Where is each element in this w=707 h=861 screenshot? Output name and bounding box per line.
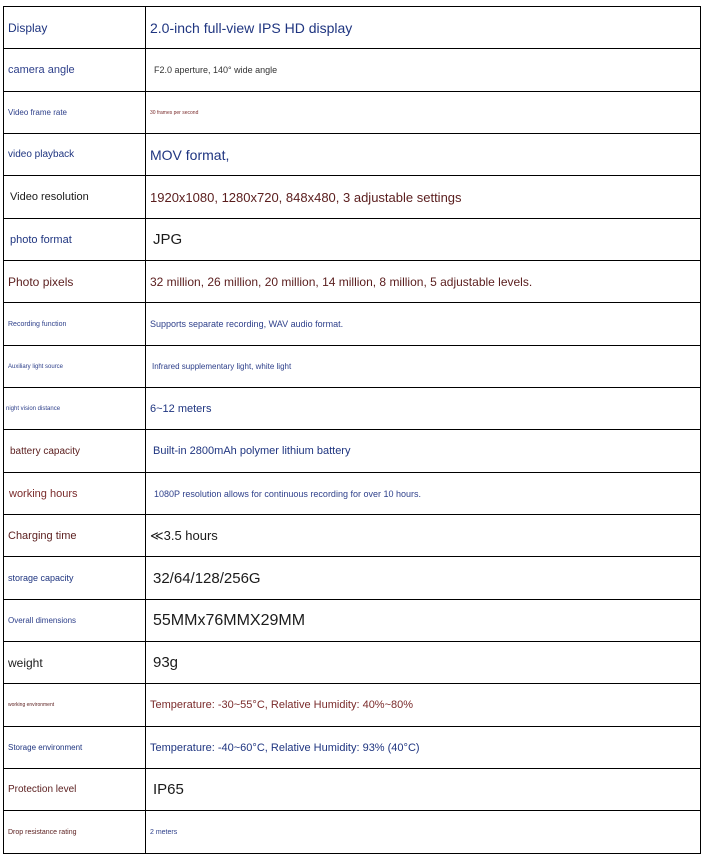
spec-value: 32/64/128/256G	[146, 557, 701, 600]
spec-value: F2.0 aperture, 140° wide angle	[146, 49, 701, 92]
spec-value: 6~12 meters	[146, 388, 701, 430]
spec-value: 1920x1080, 1280x720, 848x480, 3 adjustable settings	[146, 176, 701, 219]
spec-label: storage capacity	[4, 557, 146, 600]
spec-value: Supports separate recording, WAV audio format.	[146, 303, 701, 346]
spec-label: Display	[4, 7, 146, 49]
spec-label: night vision distance	[4, 388, 146, 430]
spec-label: Video frame rate	[4, 92, 146, 134]
table-row	[4, 303, 701, 346]
spec-value: 1080P resolution allows for continuous recording for over 10 hours.	[146, 473, 701, 515]
table-row	[4, 430, 701, 473]
spec-label: Protection level	[4, 769, 146, 811]
spec-value: 2.0-inch full-view IPS HD display	[146, 7, 701, 49]
spec-label: Overall dimensions	[4, 600, 146, 642]
spec-value: Temperature: -30~55°C, Relative Humidity: 40%~80%	[146, 684, 701, 727]
spec-value: 55MMx76MMX29MM	[146, 600, 701, 642]
spec-label: battery capacity	[4, 430, 146, 473]
spec-value: IP65	[146, 769, 701, 811]
table-row	[4, 727, 701, 769]
spec-table	[3, 6, 701, 854]
spec-label: Auxiliary light source	[4, 346, 146, 388]
table-row	[4, 134, 701, 176]
spec-value: 93g	[146, 642, 701, 684]
spec-value: Temperature: -40~60°C, Relative Humidity: 93% (40°C)	[146, 727, 701, 769]
table-row	[4, 92, 701, 134]
table-row	[4, 7, 701, 49]
spec-label: working hours	[4, 473, 146, 515]
spec-label: photo format	[4, 219, 146, 261]
spec-label: camera angle	[4, 49, 146, 92]
table-row	[4, 388, 701, 430]
table-row	[4, 600, 701, 642]
spec-value: MOV format,	[146, 134, 701, 176]
spec-value: 30 frames per second	[146, 92, 701, 134]
table-row	[4, 811, 701, 854]
table-row	[4, 684, 701, 727]
spec-value: Built-in 2800mAh polymer lithium battery	[146, 430, 701, 473]
spec-label: video playback	[4, 134, 146, 176]
table-row	[4, 49, 701, 92]
spec-value: Infrared supplementary light, white light	[146, 346, 701, 388]
table-row	[4, 557, 701, 600]
table-row	[4, 261, 701, 303]
table-row	[4, 769, 701, 811]
spec-value: JPG	[146, 219, 701, 261]
spec-value: ≪3.5 hours	[146, 515, 701, 557]
spec-label: Photo pixels	[4, 261, 146, 303]
table-row	[4, 346, 701, 388]
spec-value: 32 million, 26 million, 20 million, 14 million, 8 million, 5 adjustable levels.	[146, 261, 701, 303]
spec-label: working environment	[4, 684, 146, 727]
spec-label: Storage environment	[4, 727, 146, 769]
table-row	[4, 642, 701, 684]
spec-label: Video resolution	[4, 176, 146, 219]
table-row	[4, 219, 701, 261]
table-row	[4, 176, 701, 219]
table-row	[4, 473, 701, 515]
spec-label: Charging time	[4, 515, 146, 557]
spec-label: weight	[4, 642, 146, 684]
table-row	[4, 515, 701, 557]
spec-label: Recording function	[4, 303, 146, 346]
spec-value: 2 meters	[146, 811, 701, 854]
spec-label: Drop resistance rating	[4, 811, 146, 854]
